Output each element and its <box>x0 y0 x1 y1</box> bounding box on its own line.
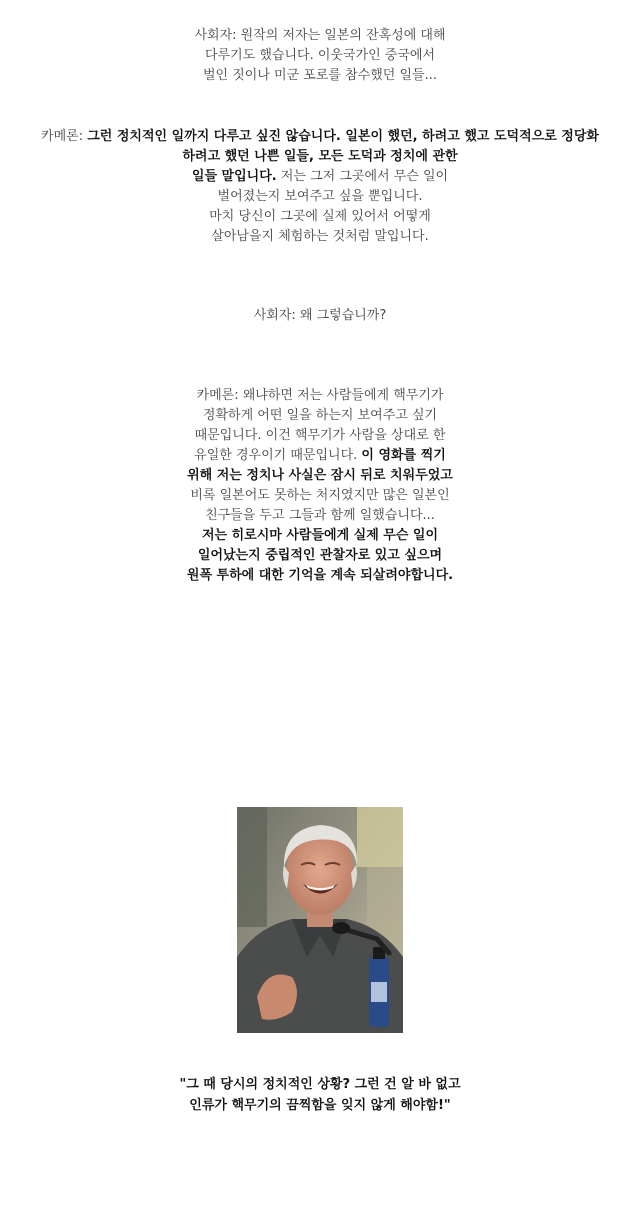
a2-line-3: 때문입니다. 이건 핵무기가 사람을 상대로 한 <box>194 428 446 443</box>
a1-line-6: 살아남을지 체험하는 것처럼 말입니다. <box>211 229 429 244</box>
a2-line-4-normal: 유일한 경우이기 때문입니다. <box>194 448 362 463</box>
a2-line-7: 친구들을 두고 그들과 함께 일했습니다... <box>205 508 435 523</box>
a2-line-1: 카메론: 왜냐하면 저는 사람들에게 핵무기가 <box>196 388 444 403</box>
a2-line-4 <box>0 446 640 466</box>
a1-line-4: 벌어졌는지 보여주고 싶을 뿐입니다. <box>217 189 423 204</box>
cameron-answer-1 <box>0 127 640 247</box>
cameron-answer-2 <box>0 386 640 586</box>
speaker-photo-illustration <box>237 807 403 1033</box>
q1-line-3: 벌인 짓이나 미군 포로를 참수했던 일들... <box>203 68 437 83</box>
q2-line: 사회자: 왜 그렇습니까? <box>253 308 387 323</box>
closing-quote <box>0 1074 640 1116</box>
a2-line-9: 일어났는지 중립적인 관찰자로 있고 싶으며 <box>197 548 443 563</box>
a2-line-5: 위해 저는 정치나 사실은 잠시 뒤로 치워두었고 <box>187 468 453 483</box>
a1-line-1-bold: 그런 정치적인 일까지 다루고 싶진 않습니다. 일본이 했던, 하려고 했고 도덕적으로 정당화 <box>87 129 599 144</box>
a2-line-6: 비록 일본어도 못하는 처지였지만 많은 일본인 <box>190 488 450 503</box>
a2-line-10: 원폭 투하에 대한 기억을 계속 되살려야합니다. <box>186 568 454 583</box>
interviewer-question-1 <box>0 26 640 86</box>
q1-line-1: 사회자: 원작의 저자는 일본의 잔혹성에 대해 <box>194 28 446 43</box>
a1-line-2: 하려고 했던 나쁜 일들, 모든 도덕과 정치에 관한 <box>182 149 458 164</box>
a2-line-2: 정확하게 어떤 일을 하는지 보여주고 싶기 <box>202 408 438 423</box>
a1-line-5: 마치 당신이 그곳에 실제 있어서 어떻게 <box>209 209 431 224</box>
a2-line-4-bold: 이 영화를 찍기 <box>361 448 446 463</box>
speaker-photo <box>237 807 403 1033</box>
q1-line-2: 다루기도 했습니다. 이웃국가인 중국에서 <box>204 48 435 63</box>
quote-line-2: 인류가 핵무기의 끔찍함을 잊지 않게 해야함!" <box>189 1098 451 1113</box>
interviewer-question-2 <box>0 306 640 326</box>
a1-line-3-bold: 일들 말입니다. <box>191 169 277 184</box>
a1-speaker: 카메론: <box>41 129 88 144</box>
a2-line-8: 저는 히로시마 사람들에게 실제 무슨 일이 <box>201 528 439 543</box>
a1-line-1 <box>0 127 640 147</box>
quote-line-1: "그 때 당시의 정치적인 상황? 그런 건 알 바 없고 <box>179 1077 461 1092</box>
a1-line-3-normal: 저는 그저 그곳에서 무슨 일이 <box>276 169 449 184</box>
a1-line-3 <box>0 167 640 187</box>
